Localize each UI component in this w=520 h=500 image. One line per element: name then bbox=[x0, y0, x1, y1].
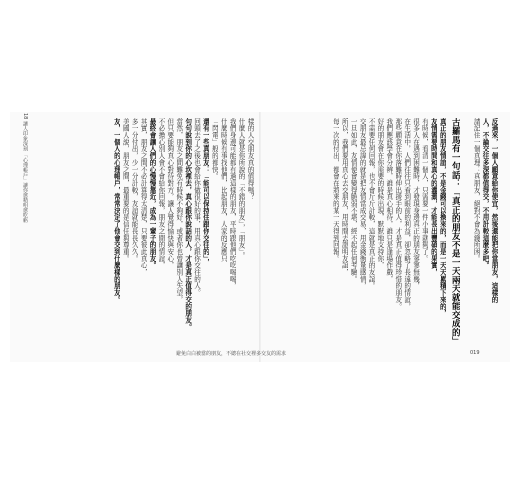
text-column: 請記住一個真理：真朋友，絕對不會為錢所困。 bbox=[472, 118, 481, 262]
text-column: 我們應該學會分辨，誰是真心相待，誰只是逢場作戲， bbox=[384, 118, 393, 283]
right-page-text bbox=[331, 118, 499, 350]
left-page-side-note: 18 讓人印象深刻 「心理帳戶」讓你愈精明愈吃虧 bbox=[22, 113, 28, 223]
text-column: 最終會讓人們的心慢慢靠近，成為一輩子的朋友。 bbox=[148, 118, 157, 269]
text-column: 不需要任何回報，也不會斤斤計較，這就是真正的友誼。 bbox=[367, 118, 376, 290]
right-page bbox=[266, 118, 498, 350]
text-column: 好的朋友會在你需要的時候出現，默默地支持你， bbox=[375, 118, 384, 269]
text-column: 真正的朋友情誼，不是金錢可以換來的，而是一天天累積下來的， bbox=[438, 118, 447, 317]
text-column: 句句說到你的心坎裡去，真心跟你說話的人，才是真正值得交的朋友。 bbox=[183, 118, 192, 331]
text-column: 回頭去了之後也會給你做很好的事，用真心跟你交往的人。 bbox=[192, 118, 201, 297]
text-column: 所以，我們要用真心去交朋友，用時間去證明友誼， bbox=[340, 118, 349, 276]
text-column: 「閃電」般的都快。 bbox=[210, 118, 219, 180]
text-column: 友，一個人的心理帳戶，常常決定了他會交到什麼樣的朋友。 bbox=[112, 118, 121, 303]
column-gap bbox=[463, 118, 471, 350]
text-column: 什麼人就是你所說的「不錯的朋友」，「朋友」。 bbox=[237, 118, 246, 259]
text-column: 有時候，看清一個人，只需要一件小事就夠了。 bbox=[420, 118, 429, 262]
text-column: 一旦如此，友情便會變得脆弱不堪，經不起任何考驗。 bbox=[349, 118, 358, 283]
text-column: 我們身邊可能都有過這樣的朋友，平時跟他們吃吃喝喝， bbox=[228, 118, 237, 290]
text-column: 當然，朋友之間難免有時候不夠好，或者你也曾讓別人失望， bbox=[174, 118, 183, 303]
text-column: 交朋友最忌諱的就是把友情當成交易，用金錢衡量感情， bbox=[358, 118, 367, 290]
text-column: 其實，朋友之間不必計算得太清楚，只要彼此真心， bbox=[139, 118, 148, 276]
section-heading: 古羅馬有一句話：「真正的朋友不是一天兩天就能交成的」 bbox=[450, 118, 461, 346]
text-column: 每一次的付出，都會在將來的某一天得到回報。 bbox=[331, 118, 340, 262]
text-column: 在生活中，人們往往只看到眼前的利益，卻忽略了長遠的情誼， bbox=[402, 118, 411, 310]
left-page bbox=[22, 118, 254, 350]
text-column: 反過來，一個人願意給你便宜，然後還能把你當朋友，這樣的 bbox=[490, 118, 498, 303]
text-column: 不必擔心別人會不會給你回報，朋友之間的情誼， bbox=[156, 118, 165, 269]
left-page-text bbox=[112, 118, 255, 350]
text-column: 什麼時候有事找他們，比起朋友，人家的反應只 bbox=[219, 118, 228, 262]
text-column: 多一分付出，少一分計較，友誼就能長長久久。 bbox=[130, 118, 139, 262]
book-gutter bbox=[259, 112, 261, 362]
left-page-footer: 避免白白被當的朋友，不總在社交裡多交友的需求 bbox=[176, 351, 287, 357]
text-column: 友情需要時間和真心的灌溉，才能長出豐碩的果實， bbox=[429, 118, 438, 276]
text-column: 那些願意在你落難時伸出援手的人，才是真正值得珍惜的朋友。 bbox=[393, 118, 402, 310]
text-column: 還有一些真朋友：「能可以保持住跟你交往的」， bbox=[201, 118, 210, 266]
page-number: 019 bbox=[470, 350, 480, 356]
text-column: 美國人說，朋友之間，最重要的是信任與尊重。 bbox=[121, 118, 130, 262]
text-column: 人，不論交往多深都值得交，不用計較這麼多吧。 bbox=[481, 118, 490, 269]
text-column: 但只要能夠真心對待對方，讓人覺得愉快與安心， bbox=[165, 118, 174, 269]
text-column: 樣的人交朋友真的值得嗎？ bbox=[246, 118, 254, 201]
text-column: 很多人在遇到困難時，才發現身邊真正的朋友寥寥無幾， bbox=[411, 118, 420, 290]
